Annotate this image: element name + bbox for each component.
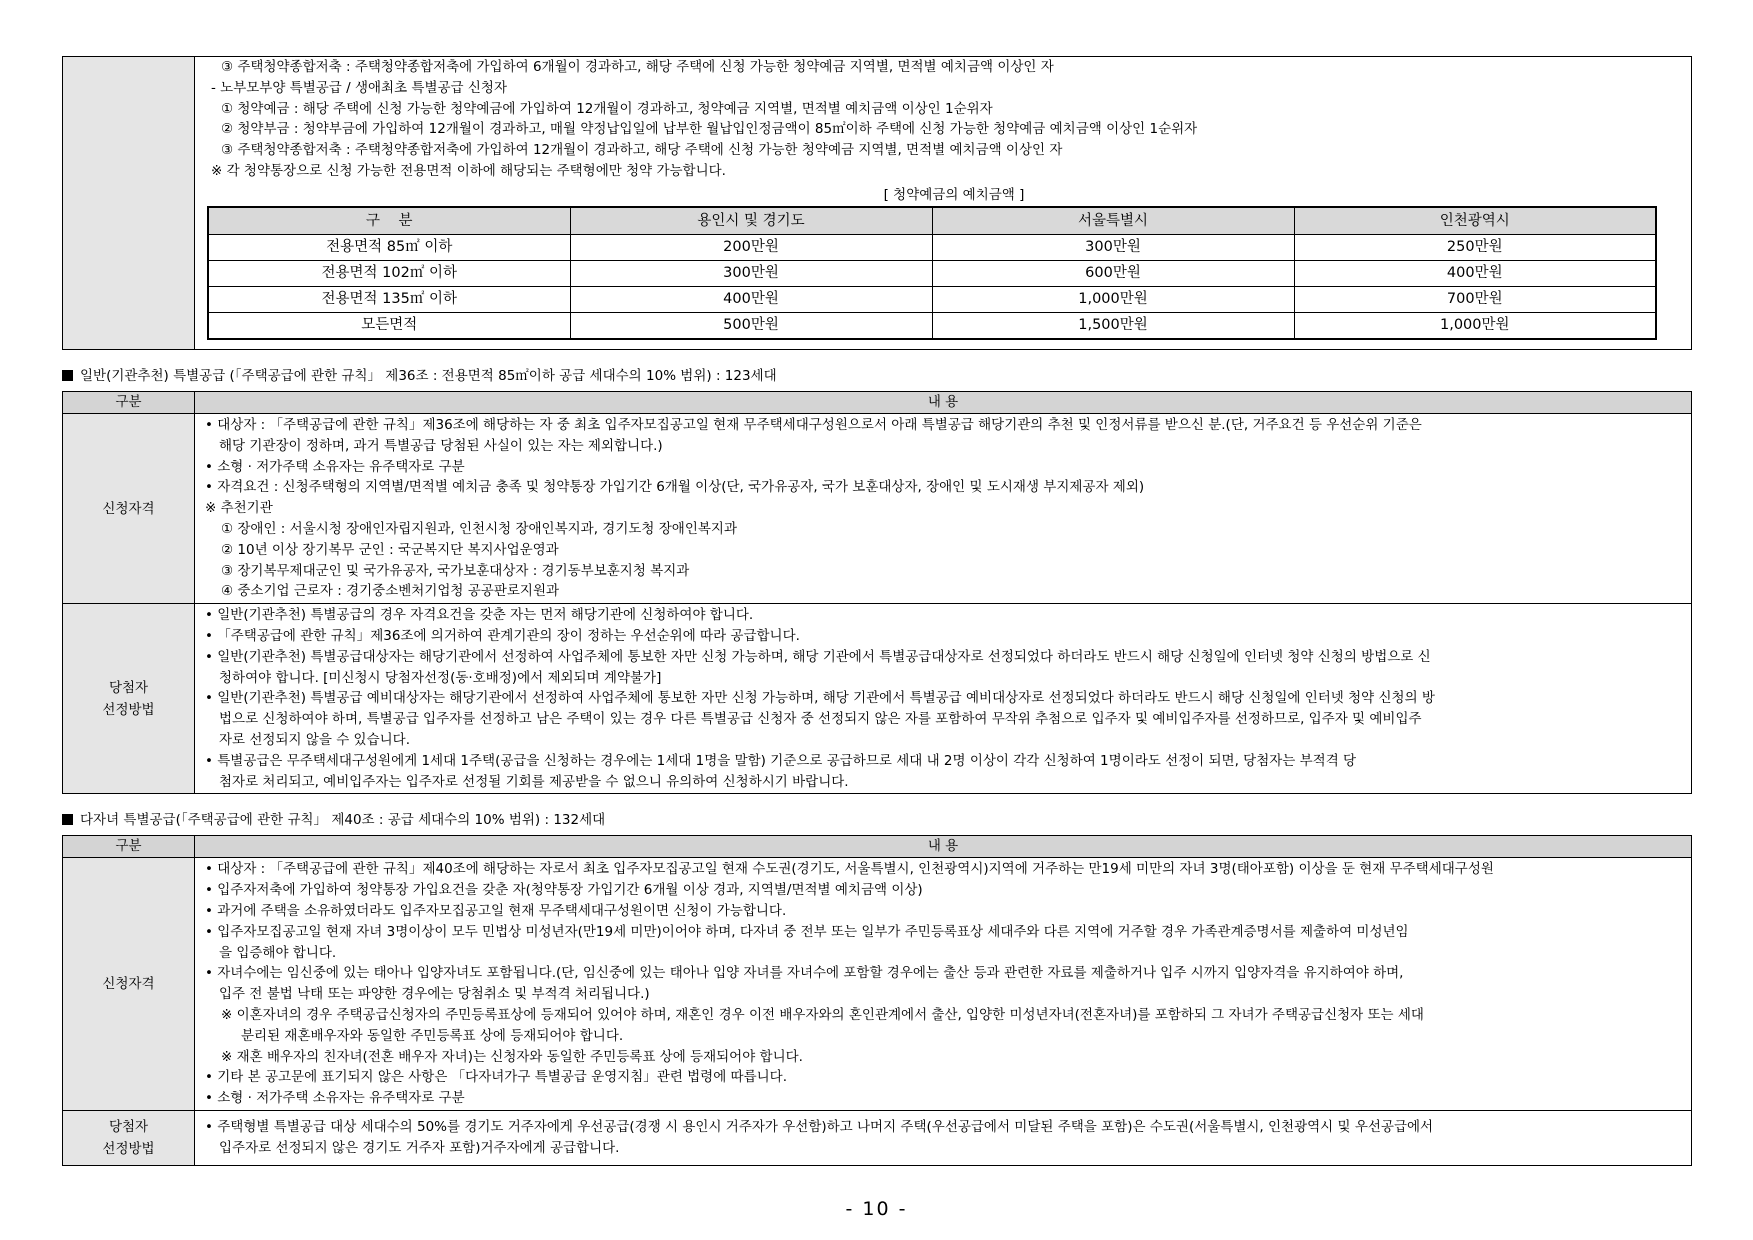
top-line: ※ 각 청약통장으로 신청 가능한 전용면적 이하에 해당되는 주택형에만 청약 가능합니다. [211,162,726,179]
agency-selection-line: • 특별공급은 무주택세대구성원에게 1세대 1주택(공급을 신청하는 경우에는 1세대 1명을 말함) 기준으로 공급하므로 세대 내 2명 이상이 각각 신청하여 1명이라도 선정이 되면, 당첨자는 부적격 당 [205,752,1357,769]
multichild-eligibility-line: 입주 전 불법 낙태 또는 파양한 경우에는 당첨취소 및 부적격 처리됩니다.) [219,986,650,1003]
multichild-eligibility-line: • 입주자모집공고일 현재 자녀 3명이상이 모두 민법상 미성년자(만19세 미만)이어야 하며, 다자녀 중 전부 또는 일부가 주민등록표상 세대주와 다른 지역에 거주할 경우 가족관계증명서를 제출하여 미성년임 [205,923,1409,940]
section-title-multichild [62,810,1692,831]
multichild-header-content: 내 용 [195,836,1692,858]
deposit-cell: 400만원 [1294,260,1656,286]
multichild-selection-line: • 주택형별 특별공급 대상 세대수의 50%를 경기도 거주자에게 우선공급(경쟁 시 용인시 거주자가 우선함)하고 나머지 주택(우선공급에서 미달된 주택을 포함)은 수도권(서울특별시, 인천광역시 및 우선공급에서 [205,1118,1434,1135]
deposit-cell: 300만원 [932,234,1294,260]
agency-selection-line: 자로 선정되지 않을 수 있습니다. [219,731,410,748]
agency-eligibility-label: 신청자격 [63,414,195,604]
agency-selection-line: • 일반(기관추천) 특별공급대상자는 해당기관에서 선정하여 사업주체에 통보한 자만 신청 가능하며, 해당 기관에서 특별공급대상자로 선정되었다 하더라도 반드시 해당 신청일에 인터넷 청약 신청의 방법으로 신 [205,648,1431,665]
square-bullet-icon [62,814,73,825]
multichild-selection-label [63,1110,195,1165]
agency-table [62,391,1692,794]
deposit-row [208,234,1656,260]
agency-eligibility-line: • 소형 · 저가주택 소유자는 유주택자로 구분 [205,458,465,475]
top-line: ① 청약예금 : 해당 주택에 신청 가능한 청약예금에 가입하여 12개월이 경과하고, 청약예금 지역별, 면적별 예치금액 이상인 1순위자 [221,100,993,117]
top-continuation-table [62,56,1692,350]
multichild-selection-label-2: 선정방법 [102,1140,155,1157]
agency-header-category: 구분 [63,392,195,414]
agency-selection-line: 첨자로 처리되고, 예비입주자는 입주자로 선정될 기회를 제공받을 수 없으니 유의하여 신청하시기 바랍니다. [219,773,849,790]
agency-selection-line: • 일반(기관추천) 특별공급 예비대상자는 해당기관에서 선정하여 사업주체에 통보한 자만 신청 가능하며, 해당 기관에서 특별공급 예비대상자로 선정되었다 하더라도 반드시 해당 신청일에 인터넷 청약 신청의 방 [205,690,1435,707]
deposit-header-seoul: 서울특별시 [932,207,1294,235]
deposit-header-yongin: 용인시 및 경기도 [570,207,932,235]
agency-eligibility-line: ※ 추천기관 [205,500,273,517]
multichild-eligibility-content [195,858,1692,1111]
deposit-cell: 400만원 [570,286,932,312]
deposit-header-category: 구 분 [208,207,570,235]
deposit-cell: 모든면적 [208,312,570,339]
multichild-eligibility-line: • 기타 본 공고문에 표기되지 않은 사항은 「다자녀가구 특별공급 운영지침」관련 법령에 따릅니다. [205,1069,788,1086]
document-page [62,56,1692,1166]
section-title-agency-text: 일반(기관추천) 특별공급 (「주택공급에 관한 규칙」 제36조 : 전용면적 85㎡이하 공급 세대수의 10% 범위) : 123세대 [80,368,777,384]
deposit-cell: 600만원 [932,260,1294,286]
page-number: - 10 - [845,1198,908,1220]
agency-selection-label [63,604,195,794]
top-label-cell [63,57,195,350]
top-line: ③ 주택청약종합저축 : 주택청약종합저축에 가입하여 6개월이 경과하고, 해당 주택에 신청 가능한 청약예금 지역별, 면적별 예치금액 이상인 자 [221,59,1054,75]
agency-eligibility-line: • 대상자 : 「주택공급에 관한 규칙」제36조에 해당하는 자 중 최초 입주자모집공고일 현재 무주택세대구성원으로서 아래 특별공급 해당기관의 추천 및 인정서류를 받으신 분.(단, 거주요건 등 우선순위 기준은 [205,417,1422,433]
top-line: ③ 주택청약종합저축 : 주택청약종합저축에 가입하여 12개월이 경과하고, 해당 주택에 신청 가능한 청약예금 지역별, 면적별 예치금액 이상인 자 [221,142,1063,159]
multichild-eligibility-line: 분리된 재혼배우자와 동일한 주민등록표 상에 등재되어야 합니다. [241,1027,624,1044]
deposit-cell: 1,000만원 [932,286,1294,312]
agency-eligibility-line: • 자격요건 : 신청주택형의 지역별/면적별 예치금 충족 및 청약통장 가입기간 6개월 이상(단, 국가유공자, 국가 보훈대상자, 장애인 및 도시재생 부지제공자 제외) [205,479,1145,496]
agency-selection-label-2: 선정방법 [102,701,155,718]
agency-selection-line: • 「주택공급에 관한 규칙」제36조에 의거하여 관계기관의 장이 정하는 우선순위에 따라 공급합니다. [205,627,800,644]
multichild-eligibility-line: • 대상자 : 「주택공급에 관한 규칙」제40조에 해당하는 자로서 최초 입주자모집공고일 현재 수도권(경기도, 서울특별시, 인천광역시)지역에 거주하는 만19세 미만의 자녀 3명(태아포함) 이상을 둔 현재 무주택세대구성원 [205,861,1494,878]
agency-eligibility-line: ③ 장기복무제대군인 및 국가유공자, 국가보훈대상자 : 경기동부보훈지청 복지과 [221,562,690,579]
multichild-eligibility-line: • 입주자저축에 가입하여 청약통장 가입요건을 갖춘 자(청약통장 가입기간 6개월 이상 경과, 지역별/면적별 예치금액 이상) [205,882,923,899]
deposit-row [208,312,1656,339]
multichild-eligibility-line: 을 입증해야 합니다. [219,944,337,961]
section-title-multichild-text: 다자녀 특별공급(「주택공급에 관한 규칙」 제40조 : 공급 세대수의 10% 범위) : 132세대 [80,812,606,829]
deposit-table-caption: [ 청약예금의 예치금액 ] [883,186,1025,203]
deposit-cell: 전용면적 102㎡ 이하 [208,260,570,286]
agency-selection-line: 청하여야 합니다. [미신청시 당첨자선정(동·호배정)에서 제외되며 계약불가] [219,669,662,686]
deposit-header-incheon: 인천광역시 [1294,207,1656,235]
square-bullet-icon [62,370,73,381]
deposit-row [208,260,1656,286]
multichild-eligibility-line: ※ 재혼 배우자의 친자녀(전혼 배우자 자녀)는 신청자와 동일한 주민등록표 상에 등재되어야 합니다. [221,1048,803,1065]
agency-eligibility-line: ① 장애인 : 서울시청 장애인자립지원과, 인천시청 장애인복지과, 경기도청 장애인복지과 [221,520,737,537]
agency-selection-label-1: 당첨자 [108,679,149,696]
deposit-amount-table [207,206,1657,340]
multichild-selection-label-1: 당첨자 [108,1118,149,1135]
deposit-cell: 1,000만원 [1294,312,1656,339]
multichild-eligibility-line: ※ 이혼자녀의 경우 주택공급신청자의 주민등록표상에 등재되어 있어야 하며, 재혼인 경우 이전 배우자와의 혼인관계에서 출산, 입양한 미성년자녀(전혼자녀)를 포함하되 그 자녀가 주택공급신청자 또는 세대 [221,1006,1424,1023]
section-title-agency [62,366,1692,387]
agency-selection-line: • 일반(기관추천) 특별공급의 경우 자격요건을 갖춘 자는 먼저 해당기관에 신청하여야 합니다. [205,607,754,624]
agency-eligibility-content [195,414,1692,604]
multichild-eligibility-line: • 과거에 주택을 소유하였더라도 입주자모집공고일 현재 무주택세대구성원이면 신청이 가능합니다. [205,902,787,919]
multichild-table [62,835,1692,1165]
multichild-eligibility-label: 신청자격 [63,858,195,1111]
deposit-cell: 200만원 [570,234,932,260]
deposit-cell: 250만원 [1294,234,1656,260]
top-line: ② 청약부금 : 청약부금에 가입하여 12개월이 경과하고, 매월 약정납입일에 납부한 월납입인정금액이 85㎡이하 주택에 신청 가능한 청약예금 예치금액 이상인 1순위자 [221,121,1198,138]
agency-header-content: 내 용 [195,392,1692,414]
top-line: - 노부모부양 특별공급 / 생애최초 특별공급 신청자 [211,79,507,96]
agency-selection-content [195,604,1692,794]
multichild-selection-content [195,1110,1692,1165]
multichild-header-category: 구분 [63,836,195,858]
deposit-cell: 300만원 [570,260,932,286]
deposit-cell: 1,500만원 [932,312,1294,339]
agency-eligibility-line: 해당 기관장이 정하며, 과거 특별공급 당첨된 사실이 있는 자는 제외합니다.) [219,437,663,454]
deposit-row [208,286,1656,312]
multichild-selection-line: 입주자로 선정되지 않은 경기도 거주자 포함)거주자에게 공급합니다. [219,1139,620,1156]
agency-eligibility-line: ② 10년 이상 장기복무 군인 : 국군복지단 복지사업운영과 [221,541,559,558]
deposit-cell: 전용면적 85㎡ 이하 [208,234,570,260]
agency-selection-line: 법으로 신청하여야 하며, 특별공급 입주자를 선정하고 남은 주택이 있는 경우 다른 특별공급 신청자 중 선정되지 않은 자를 포함하여 무작위 추첨으로 입주자 및 예비입주자를 선정하므로, 입주자 및 예비입주 [219,711,1422,728]
agency-eligibility-line: ④ 중소기업 근로자 : 경기중소벤처기업청 공공판로지원과 [221,583,560,600]
deposit-cell: 전용면적 135㎡ 이하 [208,286,570,312]
deposit-cell: 700만원 [1294,286,1656,312]
deposit-cell: 500만원 [570,312,932,339]
top-content-cell [195,57,1692,350]
multichild-eligibility-line: • 자녀수에는 임신중에 있는 태아나 입양자녀도 포함됩니다.(단, 임신중에 있는 태아나 입양 자녀를 자녀수에 포함할 경우에는 출산 등과 관련한 자료를 제출하거나 입주 시까지 입양자격을 유지하여야 하며, [205,965,1404,982]
multichild-eligibility-line: • 소형 · 저가주택 소유자는 유주택자로 구분 [205,1090,465,1107]
